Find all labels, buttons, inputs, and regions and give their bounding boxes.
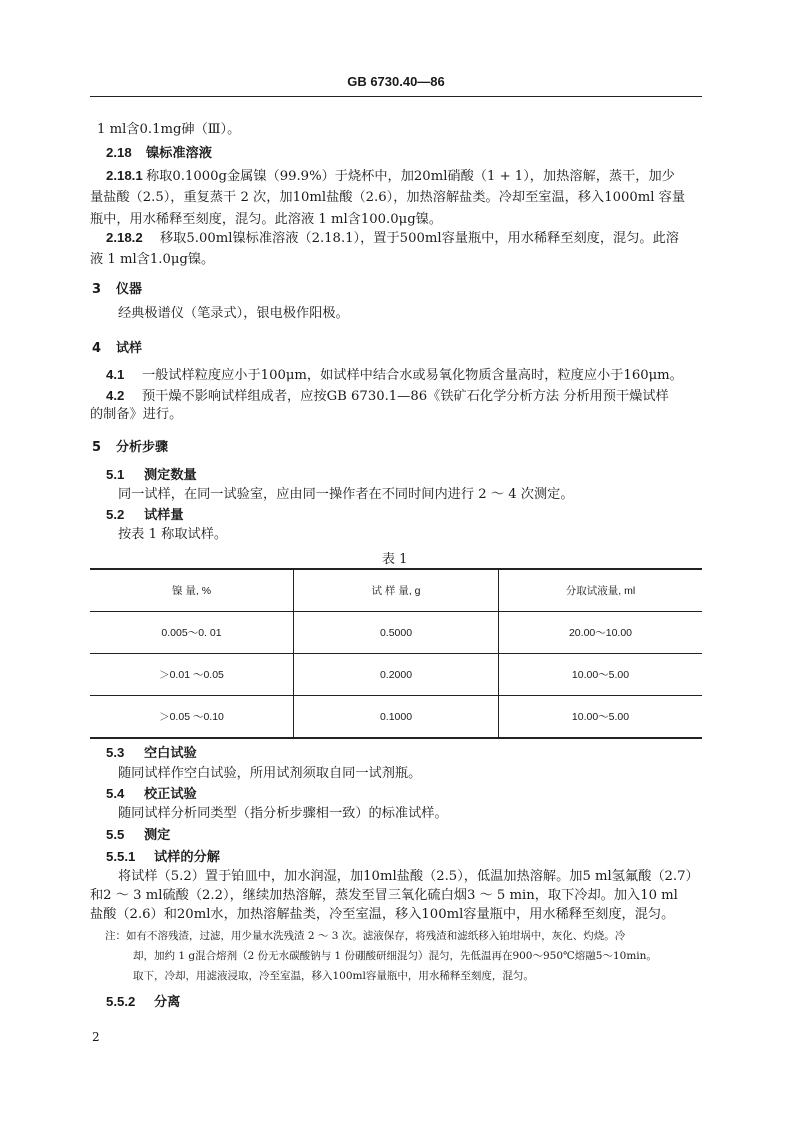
- table-cell: 10.00～5.00: [499, 696, 703, 739]
- table-cell: ＞0.01 ～0.05: [90, 654, 294, 696]
- section-heading: [106, 507, 184, 524]
- paragraph-line: 随同试样分析同类型（指分析步骤相一致）的标准试样。: [118, 806, 448, 821]
- standard-number: GB 6730.40—86: [347, 74, 445, 89]
- section-heading: [106, 849, 220, 866]
- paragraph-text: 称取0.1000g金属镍（99.9%）于烧杯中，加20ml硝酸（1 + 1），加热溶解，蒸干，加少: [146, 169, 675, 184]
- section-title: 试样量: [144, 508, 184, 523]
- page-header: [90, 74, 702, 97]
- paragraph-text: 预干燥不影响试样组成者，应按GB 6730.1—86《铁矿石化学分析方法 分析用预干燥试样: [142, 389, 669, 404]
- paragraph-line: 液 1 ml含1.0μg镍。: [90, 252, 215, 267]
- section-heading: [106, 467, 197, 484]
- table-row: [90, 612, 702, 654]
- data-table: [90, 568, 702, 739]
- paragraph-line: 量盐酸（2.5），重复蒸干 2 次，加10ml盐酸（2.6），加热溶解盐类。冷却至室温，移入1000ml 容量: [90, 190, 686, 205]
- table-header-row: [90, 569, 702, 612]
- text-line: 1 ml含0.1mg砷（Ⅲ）。: [97, 122, 241, 137]
- section-heading: [106, 827, 170, 844]
- column-header: 分取试液量, ml: [499, 569, 703, 612]
- column-header: 镍 量, %: [90, 569, 294, 612]
- section-heading: [92, 278, 142, 297]
- section-number: 5.5: [106, 827, 125, 842]
- section-number: 5.4: [106, 786, 125, 801]
- paragraph-line: 和2 ～ 3 ml硫酸（2.2），继续加热溶解，蒸发至冒三氧化硫白烟3 ～ 5 min，取下冷却。加入10 ml: [90, 888, 678, 903]
- section-number: 5.5.1: [106, 849, 136, 864]
- table-row: [90, 696, 702, 739]
- section-title: 空白试验: [144, 746, 197, 761]
- section-title: 分离: [154, 995, 181, 1010]
- paragraph-line: 盐酸（2.6）和20ml水，加热溶解盐类，冷至室温，移入100ml容量瓶中，用水稀释至刻度，混匀。: [90, 907, 675, 922]
- section-title: 测定: [144, 828, 171, 843]
- note-line: 取下，冷却，用滤液浸取，冷至室温，移入100ml容量瓶中，用水稀释至刻度，混匀。: [133, 970, 534, 982]
- table-cell: 0.005～0. 01: [90, 612, 294, 654]
- table-cell: 0.1000: [294, 696, 499, 739]
- paragraph-text: 移取5.00ml镍标准溶液（2.18.1），置于500ml容量瓶中，用水稀释至刻度，混匀。此溶: [160, 231, 679, 246]
- paragraph-line: 瓶中，用水稀释至刻度，混匀。此溶液 1 ml含100.0μg镍。: [90, 212, 443, 227]
- section-title: 试样: [116, 341, 143, 356]
- section-number: 5.2: [106, 507, 125, 522]
- section-title: 测定数量: [144, 468, 197, 483]
- section-number: 4: [92, 341, 102, 356]
- paragraph-line: [106, 388, 669, 405]
- section-heading: [92, 436, 168, 455]
- section-title: 试样的分解: [154, 850, 220, 865]
- paragraph-text: 一般试样粒度应小于100μm，如试样中结合水或易氧化物质含量高时，粒度应小于160μm。: [142, 368, 683, 383]
- section-number: 2.18: [106, 145, 132, 160]
- table-row: [90, 654, 702, 696]
- section-number: 5.1: [106, 467, 125, 482]
- page-number: 2: [92, 1030, 100, 1044]
- table-cell: 10.00～5.00: [499, 654, 703, 696]
- paragraph-line: 同一试样，在同一试验室，应由同一操作者在不同时间内进行 2 ～ 4 次测定。: [118, 487, 574, 502]
- column-header: 试 样 量, g: [294, 569, 499, 612]
- section-number: 2.18.2: [106, 230, 143, 245]
- table-cell: 20.00～10.00: [499, 612, 703, 654]
- section-heading: [106, 745, 197, 762]
- section-title: 校正试验: [144, 787, 197, 802]
- section-heading: [106, 145, 212, 162]
- table-caption: 表 1: [382, 552, 408, 567]
- table-cell: ＞0.05 ～0.10: [90, 696, 294, 739]
- note-line: 注：如有不溶残渣，过滤，用少量水洗残渣 2 ～ 3 次。滤液保存，将残渣和滤纸移入铂坩埚中，灰化、灼烧。冷: [105, 930, 626, 942]
- note-line: 却，加约 1 g混合熔剂（2 份无水碳酸钠与 1 份硼酸研细混匀）混匀，先低温再在900～950℃熔融5～10min。: [133, 950, 657, 962]
- section-heading: [92, 337, 142, 356]
- section-number: 4.2: [106, 388, 125, 403]
- section-heading: [106, 994, 180, 1011]
- section-title: 仪器: [116, 282, 143, 297]
- section-title: 分析步骤: [116, 440, 169, 455]
- paragraph-line: 按表 1 称取试样。: [118, 527, 228, 542]
- paragraph-line: 经典极谱仪（笔录式），银电极作阳极。: [118, 306, 349, 321]
- section-number: 2.18.1: [106, 168, 143, 183]
- paragraph-line: 将试样（5.2）置于铂皿中，加水润湿，加10ml盐酸（2.5），低温加热溶解。加5 ml氢氟酸（2.7）: [118, 869, 699, 884]
- section-number: 4.1: [106, 367, 125, 382]
- section-title: 镍标准溶液: [146, 146, 212, 161]
- table-cell: 0.5000: [294, 612, 499, 654]
- paragraph-line: [106, 230, 679, 247]
- paragraph-line: [106, 367, 683, 384]
- paragraph-line: 的制备》进行。: [90, 407, 183, 422]
- section-number: 5.3: [106, 745, 125, 760]
- section-number: 3: [92, 282, 102, 297]
- section-number: 5.5.2: [106, 994, 136, 1009]
- section-number: 5: [92, 440, 102, 455]
- paragraph-line: 随同试样作空白试验，所用试剂须取自同一试剂瓶。: [118, 766, 422, 781]
- table-cell: 0.2000: [294, 654, 499, 696]
- section-heading: [106, 786, 197, 803]
- paragraph-line: [106, 168, 675, 185]
